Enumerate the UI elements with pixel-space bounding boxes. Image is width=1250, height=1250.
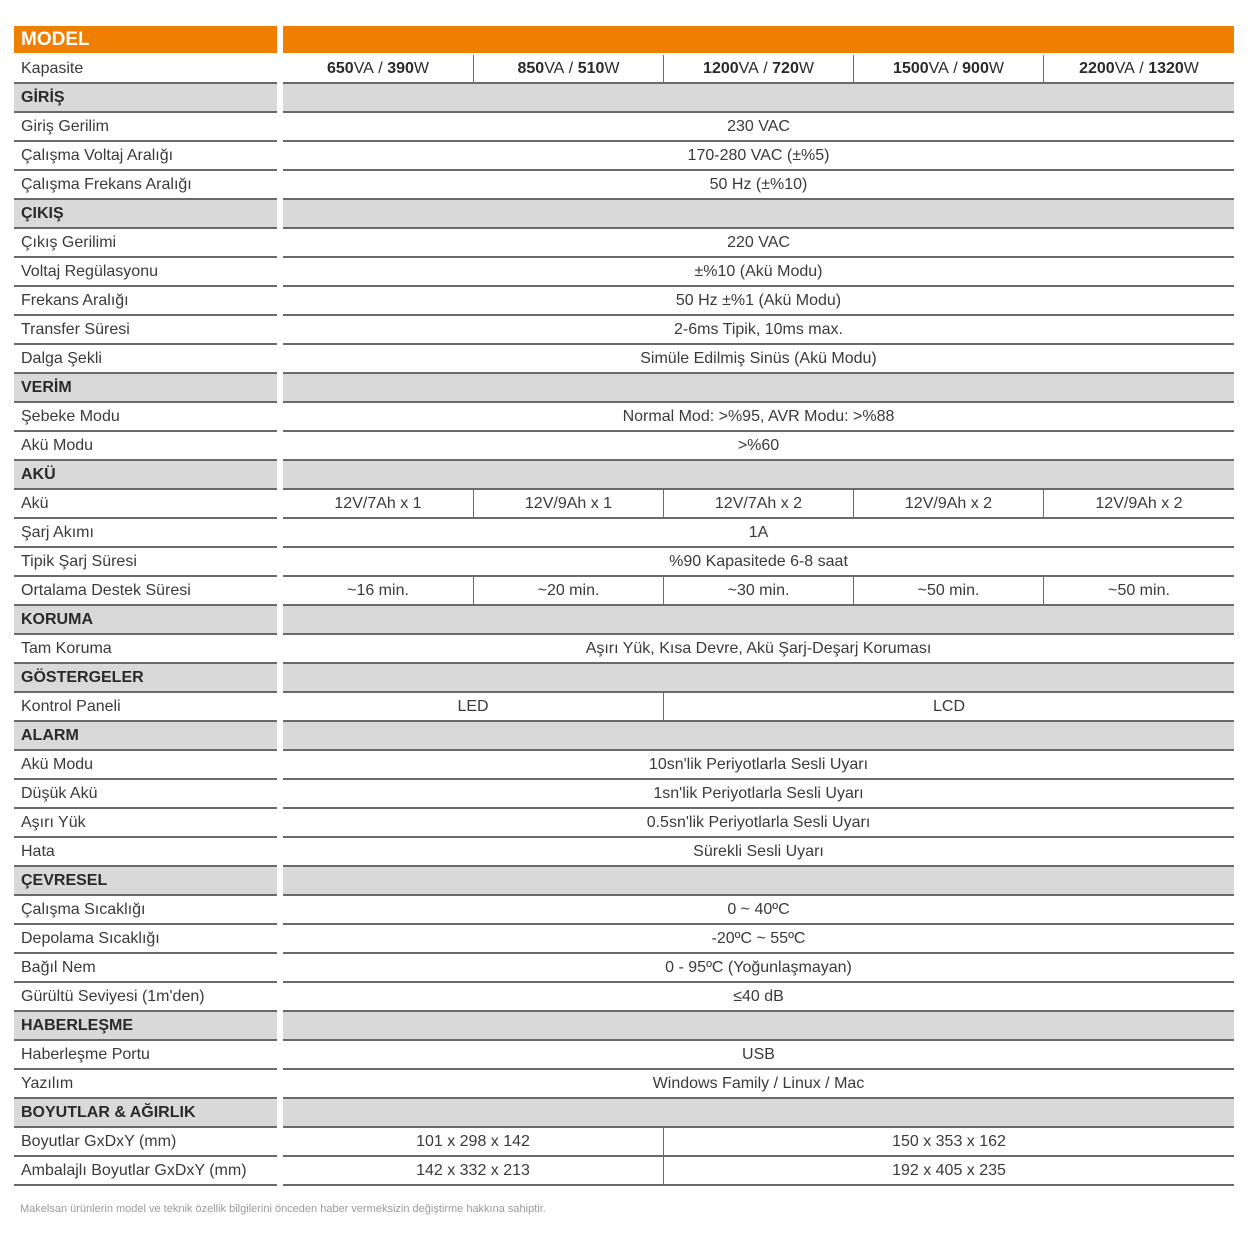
footnote: Makelsan ürünlerin model ve teknik özellik bilgilerini önceden haber vermeksizin değiştirme hakkına sahiptir. xyxy=(20,1203,546,1215)
spec-label: Ambalajlı Boyutlar GxDxY (mm) xyxy=(14,1157,277,1186)
model-header-label: MODEL xyxy=(14,26,277,55)
spec-value: 12V/7Ah x 1 xyxy=(283,490,473,519)
capacity-separator: / xyxy=(758,59,773,77)
spec-value: 50 Hz ±%1 (Akü Modu) xyxy=(283,287,1234,316)
spec-value: 142 x 332 x 213 xyxy=(283,1157,663,1186)
section-header-fill xyxy=(283,606,1234,635)
spec-value: 230 VAC xyxy=(283,113,1234,142)
section-header-fill xyxy=(283,664,1234,693)
spec-label: Tipik Şarj Süresi xyxy=(14,548,277,577)
section-header-fill xyxy=(283,867,1234,896)
spec-value: 12V/9Ah x 2 xyxy=(1043,490,1234,519)
spec-label: Hata xyxy=(14,838,277,867)
capacity-w-value: 1320 xyxy=(1148,59,1184,77)
spec-label: Şarj Akımı xyxy=(14,519,277,548)
spec-value: ~50 min. xyxy=(853,577,1043,606)
capacity-w-unit: W xyxy=(1183,59,1199,77)
spec-value: ±%10 (Akü Modu) xyxy=(283,258,1234,287)
spec-value: 192 x 405 x 235 xyxy=(663,1157,1234,1186)
spec-value: 1A xyxy=(283,519,1234,548)
capacity-w-unit: W xyxy=(413,59,429,77)
spec-label: Ortalama Destek Süresi xyxy=(14,577,277,606)
spec-label: Voltaj Regülasyonu xyxy=(14,258,277,287)
spec-label: Haberleşme Portu xyxy=(14,1041,277,1070)
spec-value: 101 x 298 x 142 xyxy=(283,1128,663,1157)
spec-value: Sürekli Sesli Uyarı xyxy=(283,838,1234,867)
spec-value: 10sn'lik Periyotlarla Sesli Uyarı xyxy=(283,751,1234,780)
spec-value: 0 ~ 40ºC xyxy=(283,896,1234,925)
spec-table xyxy=(14,26,1234,1186)
spec-value: -20ºC ~ 55ºC xyxy=(283,925,1234,954)
capacity-w-value: 720 xyxy=(772,59,799,77)
spec-value: 12V/9Ah x 1 xyxy=(473,490,663,519)
section-header-fill xyxy=(283,1012,1234,1041)
capacity-w-value: 510 xyxy=(577,59,605,77)
spec-label: Çalışma Voltaj Aralığı xyxy=(14,142,277,171)
spec-label: Şebeke Modu xyxy=(14,403,277,432)
section-header: HABERLEŞME xyxy=(14,1012,277,1041)
spec-label: Giriş Gerilim xyxy=(14,113,277,142)
section-header-fill xyxy=(283,1099,1234,1128)
capacity-va-unit: VA xyxy=(928,59,949,77)
spec-value: 12V/9Ah x 2 xyxy=(853,490,1043,519)
capacity-va-unit: VA xyxy=(738,59,759,77)
section-header-fill xyxy=(283,461,1234,490)
spec-label: Gürültü Seviyesi (1m'den) xyxy=(14,983,277,1012)
spec-value: 150 x 353 x 162 xyxy=(663,1128,1234,1157)
spec-label: Frekans Aralığı xyxy=(14,287,277,316)
capacity-va-value: 1500 xyxy=(893,59,929,77)
spec-value: ~50 min. xyxy=(1043,577,1234,606)
capacity-separator: / xyxy=(564,59,578,77)
spec-label: Transfer Süresi xyxy=(14,316,277,345)
capacity-w-unit: W xyxy=(798,59,814,77)
spec-value: 0 - 95ºC (Yoğunlaşmayan) xyxy=(283,954,1234,983)
spec-label: Boyutlar GxDxY (mm) xyxy=(14,1128,277,1157)
spec-value: ~16 min. xyxy=(283,577,473,606)
capacity-w-unit: W xyxy=(604,59,620,77)
capacity-separator: / xyxy=(948,59,963,77)
capacity-label: Kapasite xyxy=(14,55,277,84)
spec-value: 170-280 VAC (±%5) xyxy=(283,142,1234,171)
capacity-w-value: 900 xyxy=(962,59,989,77)
spec-label: Kontrol Paneli xyxy=(14,693,277,722)
section-header: ALARM xyxy=(14,722,277,751)
spec-label: Akü xyxy=(14,490,277,519)
capacity-model-5 xyxy=(1043,55,1234,84)
capacity-separator: / xyxy=(1134,59,1149,77)
spec-value: Aşırı Yük, Kısa Devre, Akü Şarj-Deşarj Koruması xyxy=(283,635,1234,664)
section-header: ÇEVRESEL xyxy=(14,867,277,896)
capacity-w-unit: W xyxy=(988,59,1004,77)
capacity-va-value: 1200 xyxy=(703,59,739,77)
spec-label: Depolama Sıcaklığı xyxy=(14,925,277,954)
capacity-model-3 xyxy=(663,55,853,84)
capacity-va-unit: VA xyxy=(544,59,565,77)
spec-value: 1sn'lik Periyotlarla Sesli Uyarı xyxy=(283,780,1234,809)
spec-value: LCD xyxy=(663,693,1234,722)
spec-label: Çalışma Sıcaklığı xyxy=(14,896,277,925)
spec-value: 12V/7Ah x 2 xyxy=(663,490,853,519)
spec-label: Çıkış Gerilimi xyxy=(14,229,277,258)
spec-value: ~30 min. xyxy=(663,577,853,606)
capacity-va-unit: VA xyxy=(353,59,374,77)
capacity-model-2 xyxy=(473,55,663,84)
capacity-va-unit: VA xyxy=(1114,59,1135,77)
spec-label: Akü Modu xyxy=(14,751,277,780)
spec-label: Akü Modu xyxy=(14,432,277,461)
spec-value: Normal Mod: >%95, AVR Modu: >%88 xyxy=(283,403,1234,432)
section-header: AKÜ xyxy=(14,461,277,490)
section-header-fill xyxy=(283,374,1234,403)
spec-value: USB xyxy=(283,1041,1234,1070)
section-header: GÖSTERGELER xyxy=(14,664,277,693)
capacity-model-4 xyxy=(853,55,1043,84)
spec-value: 2-6ms Tipik, 10ms max. xyxy=(283,316,1234,345)
capacity-model-1 xyxy=(283,55,473,84)
capacity-va-value: 2200 xyxy=(1079,59,1115,77)
spec-value: 220 VAC xyxy=(283,229,1234,258)
capacity-w-value: 390 xyxy=(387,59,414,77)
capacity-va-value: 850 xyxy=(517,59,545,77)
spec-value: ~20 min. xyxy=(473,577,663,606)
spec-label: Yazılım xyxy=(14,1070,277,1099)
spec-label: Tam Koruma xyxy=(14,635,277,664)
section-header: GİRİŞ xyxy=(14,84,277,113)
spec-value: 50 Hz (±%10) xyxy=(283,171,1234,200)
spec-value: Simüle Edilmiş Sinüs (Akü Modu) xyxy=(283,345,1234,374)
spec-label: Bağıl Nem xyxy=(14,954,277,983)
spec-value: 0.5sn'lik Periyotlarla Sesli Uyarı xyxy=(283,809,1234,838)
capacity-separator: / xyxy=(373,59,388,77)
section-header-fill xyxy=(283,200,1234,229)
section-header: VERİM xyxy=(14,374,277,403)
section-header-fill xyxy=(283,722,1234,751)
section-header: BOYUTLAR & AĞIRLIK xyxy=(14,1099,277,1128)
section-header-fill xyxy=(283,84,1234,113)
spec-label: Dalga Şekli xyxy=(14,345,277,374)
capacity-va-value: 650 xyxy=(326,59,354,77)
spec-label: Aşırı Yük xyxy=(14,809,277,838)
model-header-bar xyxy=(283,26,1234,55)
spec-value: %90 Kapasitede 6-8 saat xyxy=(283,548,1234,577)
spec-label: Düşük Akü xyxy=(14,780,277,809)
section-header: KORUMA xyxy=(14,606,277,635)
spec-value: >%60 xyxy=(283,432,1234,461)
section-header: ÇIKIŞ xyxy=(14,200,277,229)
spec-value: LED xyxy=(283,693,663,722)
spec-label: Çalışma Frekans Aralığı xyxy=(14,171,277,200)
spec-value: Windows Family / Linux / Mac xyxy=(283,1070,1234,1099)
spec-value: ≤40 dB xyxy=(283,983,1234,1012)
